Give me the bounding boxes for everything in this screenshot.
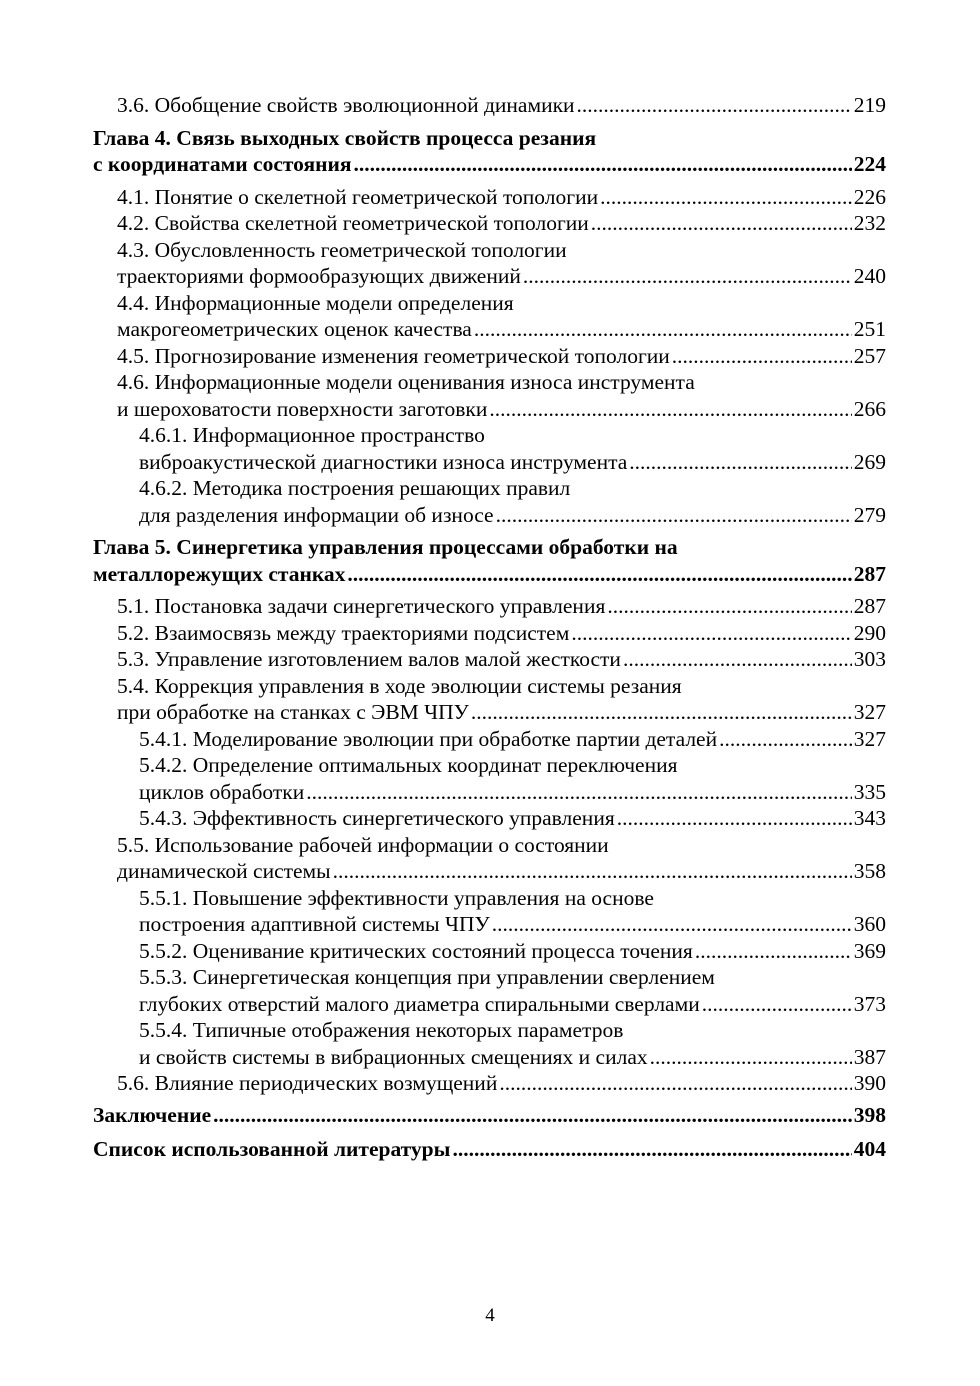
toc-entry-4-6-2 — [93, 475, 886, 528]
toc-entry-title: 4.1. Понятие о скелетной геометрической топологии — [117, 184, 599, 209]
dot-leader — [347, 561, 851, 588]
dot-leader — [650, 1044, 852, 1071]
toc-entry-title: и свойств системы в вибрационных смещениях и силах — [139, 1044, 648, 1069]
dot-leader — [702, 991, 852, 1018]
toc-entry-5-1 — [93, 593, 886, 620]
toc-entry-title: 5.1. Постановка задачи синергетического управления — [117, 594, 606, 618]
toc-entry-title: для разделения информации об износе — [139, 502, 494, 527]
toc-page-number: 226 — [853, 184, 886, 209]
dot-leader — [492, 911, 852, 938]
toc-page-number: 232 — [853, 211, 886, 235]
dot-leader — [213, 1102, 852, 1129]
toc-page-number: 269 — [853, 449, 886, 474]
toc-page-number: 303 — [853, 647, 886, 671]
toc-entry-title: 5.5.2. Оценивание критических состояний процесса точения — [139, 938, 693, 963]
toc-entry-title: 5.5.4. Типичные отображения некоторых параметров — [139, 1018, 624, 1042]
toc-page-number: 373 — [853, 991, 886, 1016]
toc-entry-title: Глава 5. Синергетика управления процессами обработки на — [93, 535, 678, 559]
dot-leader — [571, 620, 851, 647]
toc-page-number: 343 — [853, 806, 886, 830]
toc-entry-title: металлорежущих станках — [93, 561, 346, 586]
toc-chapter-4 — [93, 125, 886, 178]
toc-entry-title: 4.2. Свойства скелетной геометрической топологии — [117, 211, 589, 235]
toc-entry-title: 5.5.3. Синергетическая концепция при управлении сверлением — [139, 965, 715, 989]
toc-entry-title: динамической системы — [117, 859, 331, 883]
toc-entry-title: и шероховатости поверхности заготовки — [117, 396, 488, 421]
toc-page-number: 287 — [853, 594, 886, 618]
toc-entry-4-5 — [93, 343, 886, 370]
toc-entry-4-2 — [93, 210, 886, 237]
toc-entry-title: Глава 4. Связь выходных свойств процесса резания — [93, 125, 597, 150]
dot-leader — [471, 699, 852, 726]
toc-page-number: 266 — [853, 396, 886, 421]
toc-entry-4-6-1 — [93, 422, 886, 475]
toc-entry-5-5-4 — [93, 1017, 886, 1070]
toc-page-number: 404 — [853, 1137, 886, 1161]
toc-entry-5-5-1 — [93, 885, 886, 938]
dot-leader — [523, 263, 852, 290]
toc-chapter-5 — [93, 534, 886, 587]
toc-entry-title: 5.4. Коррекция управления в ходе эволюции системы резания — [117, 673, 682, 698]
toc-page-number: 290 — [853, 620, 886, 645]
toc-entry-5-4 — [93, 673, 886, 726]
toc-entry-title: траекториями формообразующих движений — [117, 264, 521, 288]
dot-leader — [354, 151, 852, 178]
dot-leader — [600, 184, 852, 211]
toc-entry-title: с координатами состояния — [93, 152, 352, 176]
dot-leader — [452, 1136, 851, 1163]
toc-entry-5-4-2 — [93, 752, 886, 805]
toc-page-number: 251 — [853, 317, 886, 341]
dot-leader — [489, 396, 851, 423]
toc-entry-title: 5.5. Использование рабочей информации о состоянии — [117, 832, 609, 857]
toc-entry-title: 3.6. Обобщение свойств эволюционной динамики — [117, 93, 575, 117]
toc-entry-4-6 — [93, 369, 886, 422]
toc-entry-4-1 — [93, 184, 886, 211]
toc-entry-title: 4.4. Информационные модели определения — [117, 290, 514, 315]
toc-entry-title: Заключение — [93, 1102, 212, 1127]
dot-leader — [672, 343, 852, 370]
dot-leader — [499, 1070, 851, 1097]
toc-page-number: 358 — [853, 859, 886, 883]
toc-entry-title: 5.6. Влияние периодических возмущений — [117, 1071, 498, 1095]
toc-entry-title: 4.5. Прогнозирование изменения геометрической топологии — [117, 343, 670, 368]
toc-conclusion — [93, 1102, 886, 1129]
dot-leader — [719, 726, 852, 753]
toc-entry-5-5 — [93, 832, 886, 885]
toc-page-number: 240 — [853, 264, 886, 288]
toc-entry-title: 5.4.1. Моделирование эволюции при обработке партии деталей — [139, 726, 718, 751]
toc-page-number: 287 — [853, 561, 886, 586]
dot-leader — [577, 92, 852, 119]
toc-entry-title: 5.4.2. Определение оптимальных координат переключения — [139, 753, 678, 777]
toc-entry-title: Список использованной литературы — [93, 1137, 451, 1161]
toc-entry-title: циклов обработки — [139, 779, 305, 804]
page-number: 4 — [485, 1305, 495, 1326]
dot-leader — [617, 805, 852, 832]
toc-entry-title: 4.6.2. Методика построения решающих правил — [139, 476, 571, 500]
toc-entry-title: 5.4.3. Эффективность синергетического управления — [139, 806, 615, 830]
dot-leader — [333, 858, 852, 885]
toc-entry-title: 5.3. Управление изготовлением валов малой жесткости — [117, 647, 621, 671]
toc-page-number: 224 — [853, 152, 886, 176]
toc-entry-title: глубоких отверстий малого диаметра спиральными сверлами — [139, 991, 700, 1016]
toc-entry-5-6 — [93, 1070, 886, 1097]
toc-page-number: 390 — [853, 1071, 886, 1095]
toc-entry-5-2 — [93, 620, 886, 647]
toc-entry-title: виброакустической диагностики износа инструмента — [139, 449, 628, 474]
table-of-contents — [93, 92, 886, 1171]
toc-page-number: 327 — [853, 700, 886, 724]
dot-leader — [695, 938, 852, 965]
toc-entry-5-4-1 — [93, 726, 886, 753]
toc-references — [93, 1136, 886, 1163]
toc-entry-title: 4.6. Информационные модели оценивания износа инструмента — [117, 370, 695, 394]
toc-page-number: 257 — [853, 343, 886, 368]
toc-entry-title: 5.2. Взаимосвязь между траекториями подсистем — [117, 620, 570, 645]
toc-entry-5-3 — [93, 646, 886, 673]
toc-entry-title: 4.6.1. Информационное пространство — [139, 423, 485, 447]
toc-page-number: 335 — [853, 779, 886, 804]
dot-leader — [496, 502, 852, 529]
toc-entry-4-3 — [93, 237, 886, 290]
dot-leader — [591, 210, 852, 237]
dot-leader — [629, 449, 851, 476]
dot-leader — [306, 779, 852, 806]
toc-entry-title: при обработке на станках с ЭВМ ЧПУ — [117, 700, 469, 724]
toc-page-number: 219 — [853, 93, 886, 117]
toc-page-number: 369 — [853, 938, 886, 963]
toc-entry-title: 4.3. Обусловленность геометрической топологии — [117, 237, 567, 262]
dot-leader — [607, 593, 851, 620]
dot-leader — [474, 316, 852, 343]
dot-leader — [623, 646, 852, 673]
toc-page-number: 327 — [853, 726, 886, 751]
toc-entry-title: построения адаптивной системы ЧПУ — [139, 912, 490, 936]
toc-entry-title: 5.5.1. Повышение эффективности управления на основе — [139, 885, 654, 910]
toc-entry-5-5-3 — [93, 964, 886, 1017]
toc-page-number: 387 — [853, 1044, 886, 1069]
toc-entry-5-5-2 — [93, 938, 886, 965]
toc-entry-3-6 — [93, 92, 886, 119]
toc-entry-5-4-3 — [93, 805, 886, 832]
toc-page-number: 279 — [853, 502, 886, 527]
toc-page-number: 360 — [853, 912, 886, 936]
toc-page-number: 398 — [853, 1102, 886, 1127]
toc-entry-title: макрогеометрических оценок качества — [117, 317, 472, 341]
toc-entry-4-4 — [93, 290, 886, 343]
